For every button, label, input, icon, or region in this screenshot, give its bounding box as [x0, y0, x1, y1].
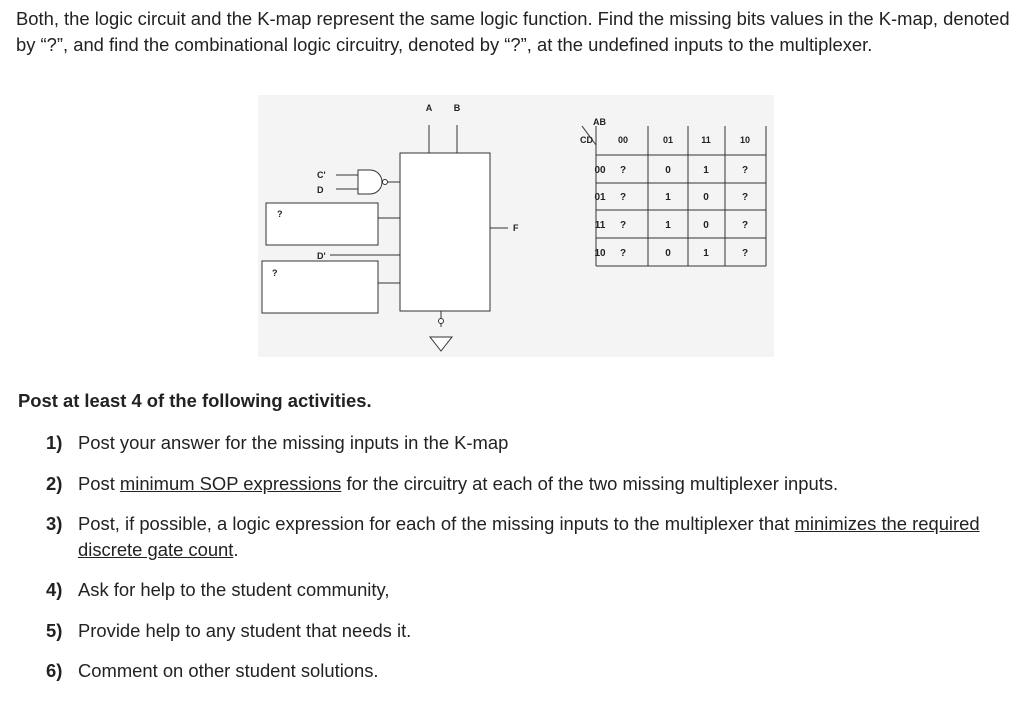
select-label-a: A: [425, 103, 433, 113]
k-map-row-header: 11: [594, 220, 606, 231]
k-map-cell: 0: [703, 220, 709, 231]
gate-count-link[interactable]: minimizes the required discrete gate count: [78, 513, 980, 560]
k-map-cell: 1: [665, 220, 671, 231]
activity-number: 3): [46, 513, 63, 534]
activity-text: Post your answer for the missing inputs in the K-map: [78, 432, 509, 453]
k-map-cell: ?: [741, 192, 749, 203]
nand-gate-body: [358, 170, 382, 194]
activity-text: Post: [78, 472, 120, 494]
multiplexer-block: [400, 153, 490, 311]
unknown-block-2-label: ?: [272, 268, 278, 278]
k-map-row-header: 10: [594, 248, 606, 259]
k-map-cell: 0: [703, 192, 709, 203]
activity-number: 1): [46, 432, 63, 453]
k-map-column-header: 01: [662, 135, 674, 145]
input-label-d-prime: D': [317, 251, 326, 261]
activity-text: .: [233, 538, 239, 560]
activities-heading: Post at least 4 of the following activities.: [18, 390, 372, 411]
activity-text: Comment on other student solutions.: [78, 660, 379, 681]
k-map-row-variable: AB: [593, 117, 606, 127]
activity-number: 2): [46, 472, 63, 494]
k-map-column-header: 00: [617, 135, 629, 145]
circuit-and-kmap-figure: [258, 95, 774, 357]
k-map-column-header: 11: [701, 135, 711, 145]
unknown-block-1-label: ?: [277, 209, 283, 219]
k-map-cell: 1: [703, 248, 709, 259]
activity-text: Post, if possible, a logic expression for each of the missing inputs to the multiplexer that: [78, 513, 795, 534]
k-map-cell: ?: [619, 165, 627, 176]
k-map-cell: ?: [741, 248, 749, 259]
activities-list: [46, 430, 1006, 699]
k-map-cell: 1: [665, 192, 671, 203]
activity-item: [46, 577, 1006, 603]
minimum-sop-link[interactable]: minimum SOP expressions: [119, 472, 342, 494]
select-label-b: B: [453, 103, 461, 113]
k-map-cell: 1: [703, 165, 709, 176]
unknown-block-1: [266, 203, 378, 245]
k-map-row-header: 00: [594, 165, 606, 176]
activity-item: [46, 658, 1006, 684]
k-map-cell: 0: [665, 165, 671, 176]
activity-number: 5): [46, 619, 63, 641]
k-map-cell: ?: [619, 248, 627, 259]
k-map-column-header: 10: [739, 135, 751, 145]
k-map-cell: ?: [741, 165, 749, 176]
k-map-column-variable: CD: [580, 135, 593, 145]
activity-item: [46, 430, 1006, 456]
nand-gate-bubble: [383, 180, 388, 185]
k-map-cell: ?: [619, 192, 627, 203]
input-label-d: D: [317, 185, 324, 195]
activity-number: 6): [46, 660, 63, 681]
k-map-cell: ?: [741, 220, 749, 231]
activity-text: Ask for help to the student community,: [78, 579, 390, 600]
k-map-row-header: 01: [594, 192, 606, 203]
activity-text: for the circuitry at each of the two missing multiplexer inputs.: [341, 472, 839, 494]
input-label-c-prime: C': [317, 170, 326, 180]
k-map-cell: ?: [619, 220, 627, 231]
enable-bubble: [439, 319, 444, 324]
problem-statement: Both, the logic circuit and the K-map represent the same logic function. Find the missing bits values in the K-map, denoted by “?”, and find the combinational logic circuitry, denoted by “?”, at the undefined inputs to the multiplexer.: [16, 8, 1010, 55]
output-label-f: F: [513, 223, 519, 233]
k-map-cell: 0: [665, 248, 671, 259]
activity-number: 4): [46, 579, 63, 600]
activity-item: [46, 471, 1006, 497]
activity-text: Provide help to any student that needs it.: [78, 619, 412, 641]
activity-item: [46, 511, 1006, 562]
unknown-block-2: [262, 261, 378, 313]
activity-item: [46, 618, 1006, 644]
figure-svg: [258, 95, 774, 357]
